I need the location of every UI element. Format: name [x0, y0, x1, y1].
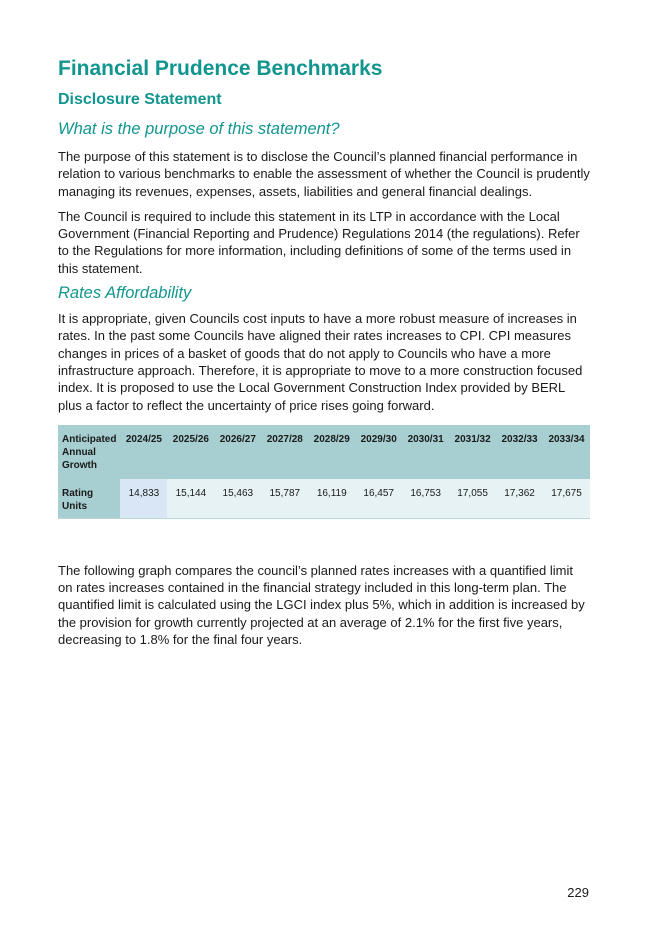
- purpose-paragraph-1: The purpose of this statement is to disclose the Council’s planned financial performance in relation to various benchmarks to enable the assessment of whether the Council is prudently managing its revenues, expenses, assets, liabilities and general financial dealings.: [58, 149, 590, 199]
- purpose-heading: What is the purpose of this statement?: [58, 120, 340, 138]
- purpose-paragraph-2: The Council is required to include this statement in its LTP in accordance with the Local Government (Financial Reporting and Prudence) Regulations 2014 (the regulations). Refer to the Regulations for more information, including definitions of some of the terms used in this statement.: [58, 208, 580, 276]
- rates-paragraph: It is appropriate, given Councils cost inputs to have a more robust measure of increases in rates. In the past some Councils have aligned their rates increases to CPI. CPI measures changes in prices of a basket of goods that do not apply to Councils who have a more infrastructure approach. Therefore, it is appropriate to move to a more construction focused index. It is proposed to use the Local Government Construction Index provided by BERL plus a factor to reflect the uncertainty of price rises going forward.: [58, 311, 583, 413]
- graph-intro-paragraph: The following graph compares the council’s planned rates increases with a quantified limit on rates increases contained in the financial strategy included in this long-term plan. The quantified limit is calculated using the LGCI index plus 5%, which in addition is increased by the provision for growth currently projected at an average of 2.1% for the first five years, decreasing to 1.8% for the final four years.: [58, 562, 585, 648]
- table-cell: 14,833: [120, 479, 167, 519]
- rating-units-table: [58, 425, 590, 519]
- table-header-year: 2028/29: [308, 425, 355, 479]
- table-cell: 16,457: [355, 479, 402, 519]
- rates-affordability-heading: Rates Affordability: [58, 284, 192, 303]
- page-number: 229: [567, 885, 589, 900]
- table-cell: 17,675: [543, 479, 590, 519]
- table-cell: 15,787: [261, 479, 308, 519]
- table-cell: 16,753: [402, 479, 449, 519]
- table-row-label: Rating Units: [58, 479, 120, 519]
- table-header-year: 2024/25: [120, 425, 167, 479]
- table-header-row: [58, 425, 590, 479]
- page-title: Financial Prudence Benchmarks: [58, 57, 383, 80]
- table-cell: 15,463: [214, 479, 261, 519]
- table-header-year: 2032/33: [496, 425, 543, 479]
- table-cell: 17,055: [449, 479, 496, 519]
- table-header-year: 2031/32: [449, 425, 496, 479]
- table-header-label: Anticipated Annual Growth: [58, 425, 120, 479]
- table-header-year: 2033/34: [543, 425, 590, 479]
- table-header-year: 2029/30: [355, 425, 402, 479]
- table-row: [58, 479, 590, 519]
- table-header-year: 2025/26: [167, 425, 214, 479]
- table-cell: 16,119: [308, 479, 355, 519]
- section-subtitle: Disclosure Statement: [58, 91, 222, 108]
- table-cell: 15,144: [167, 479, 214, 519]
- table-header-year: 2026/27: [214, 425, 261, 479]
- table-header-year: 2027/28: [261, 425, 308, 479]
- table-cell: 17,362: [496, 479, 543, 519]
- table-header-year: 2030/31: [402, 425, 449, 479]
- page-content: [58, 56, 590, 648]
